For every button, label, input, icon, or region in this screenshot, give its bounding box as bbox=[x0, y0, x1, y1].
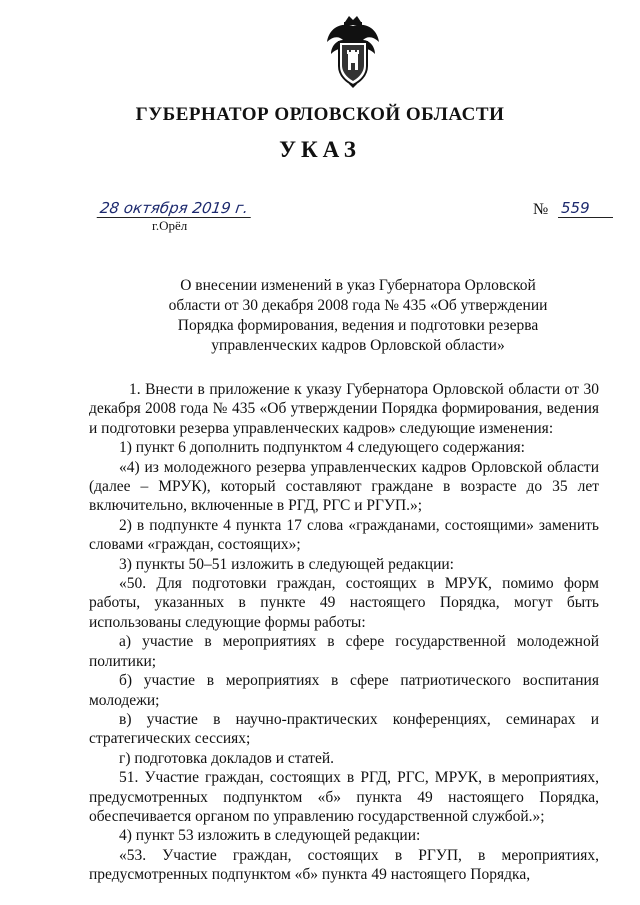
paragraph: в) участие в научно-практических конференциях, семинарах и стратегических сессиях; bbox=[89, 710, 599, 748]
paragraph: 51. Участие граждан, состоящих в РГД, РГС, МРУК, в мероприятиях, предусмотренных подпунктом «б» пункта 49 настоящего Порядка, обеспечивается органом по управлению государственной службой.»; bbox=[89, 769, 599, 825]
subject-line: Порядка формирования, ведения и подготовки резерва bbox=[177, 317, 539, 334]
decree-city: г.Орёл bbox=[152, 218, 188, 233]
coat-of-arms-emblem bbox=[323, 14, 383, 88]
decree-subject bbox=[0, 276, 640, 356]
decree-date: 28 октября 2019 г. bbox=[97, 199, 254, 218]
subject-line: управленческих кадров Орловской области» bbox=[211, 337, 505, 354]
paragraph: б) участие в мероприятиях в сфере патриотического воспитания молодежи; bbox=[89, 672, 599, 709]
decree-number: 559 bbox=[558, 199, 613, 218]
paragraph: «4) из молодежного резерва управленческих кадров Орловской области (далее – МРУК), который составляют граждане в возрасте до 35 лет включительно, включенные в РГД, РГС и РГУП.»; bbox=[89, 458, 599, 515]
subject-line: О внесении изменений в указ Губернатора Орловской bbox=[180, 277, 536, 294]
subject-line: области от 30 декабря 2008 года № 435 «Об утверждении bbox=[168, 297, 548, 314]
document-type: УКАЗ bbox=[279, 137, 361, 162]
paragraph: 3) пункты 50–51 изложить в следующей редакции: bbox=[119, 555, 454, 573]
paragraph: «50. Для подготовки граждан, состоящих в МРУК, помимо форм работы, указанных в пункте 49 настоящего Порядка, могут быть использованы следующие формы работы: bbox=[89, 575, 599, 631]
paragraph: 4) пункт 53 изложить в следующей редакции: bbox=[119, 827, 421, 845]
paragraph: 1) пункт 6 дополнить подпунктом 4 следующего содержания: bbox=[119, 439, 525, 457]
paragraph: г) подготовка докладов и статей. bbox=[119, 749, 335, 767]
paragraph: «53. Участие граждан, состоящих в РГУП, в мероприятиях, предусмотренных подпунктом «б» пункта 49 настоящего Порядка, bbox=[89, 846, 599, 884]
paragraph: 2) в подпункте 4 пункта 17 слова «гражданами, состоящими» заменить словами «граждан, состоящих»; bbox=[89, 516, 599, 554]
decree-body bbox=[89, 380, 599, 885]
paragraph: 1. Внести в приложение к указу Губернатора Орловской области от 30 декабря 2008 года № 435 «Об утверждении Порядка формирования, ведения и подготовки резерва управленческих кадров» следующие изменения: bbox=[89, 381, 599, 437]
number-label: № bbox=[533, 201, 549, 218]
issuer-title: ГУБЕРНАТОР ОРЛОВСКОЙ ОБЛАСТИ bbox=[135, 104, 505, 125]
paragraph: а) участие в мероприятиях в сфере государственной молодежной политики; bbox=[89, 633, 599, 670]
